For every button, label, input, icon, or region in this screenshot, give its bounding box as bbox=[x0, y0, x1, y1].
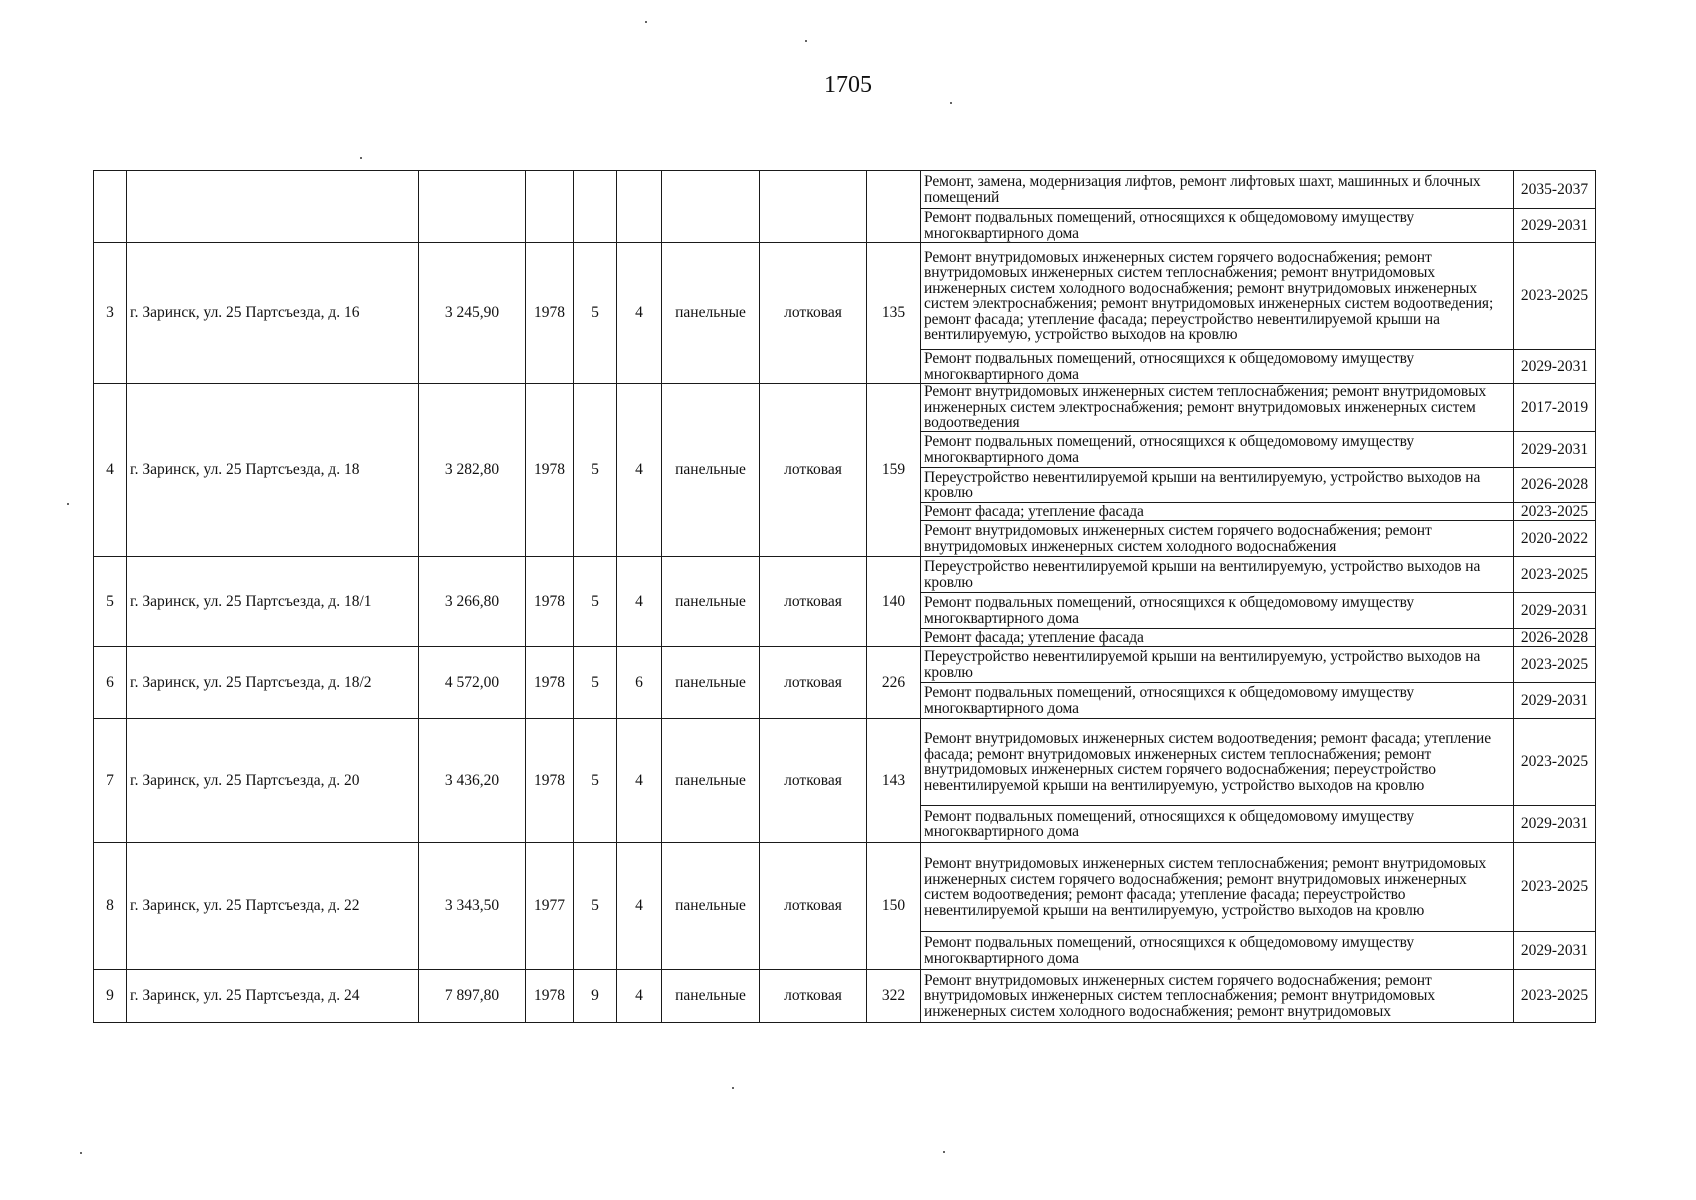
apartments-cell: 135 bbox=[867, 243, 921, 384]
roof-type-cell: лотковая bbox=[760, 719, 867, 843]
entrances-cell: 6 bbox=[617, 647, 662, 719]
scan-speck bbox=[950, 102, 952, 104]
scan-speck bbox=[732, 1087, 734, 1089]
year-cell: 1978 bbox=[526, 970, 574, 1023]
table-row bbox=[94, 970, 1596, 1023]
floors-cell: 5 bbox=[574, 557, 617, 647]
area-cell: 3 282,80 bbox=[419, 384, 526, 557]
work-period-cell: 2023-2025 bbox=[1514, 647, 1596, 683]
scan-speck bbox=[943, 1151, 945, 1153]
table-row bbox=[94, 557, 1596, 593]
floors-cell: 5 bbox=[574, 243, 617, 384]
work-period-cell: 2029-2031 bbox=[1514, 593, 1596, 629]
entrances-cell: 4 bbox=[617, 243, 662, 384]
area-cell: 3 343,50 bbox=[419, 843, 526, 970]
roof-type-cell: лотковая bbox=[760, 557, 867, 647]
row-number: 5 bbox=[94, 557, 127, 647]
apartments-cell: 159 bbox=[867, 384, 921, 557]
address-cell: г. Заринск, ул. 25 Партсъезда, д. 20 bbox=[127, 719, 419, 843]
address-cell: г. Заринск, ул. 25 Партсъезда, д. 22 bbox=[127, 843, 419, 970]
work-period-cell: 2029-2031 bbox=[1514, 209, 1596, 243]
apartments-cell bbox=[867, 171, 921, 243]
roof-type-cell: лотковая bbox=[760, 843, 867, 970]
area-cell: 7 897,80 bbox=[419, 970, 526, 1023]
year-cell: 1978 bbox=[526, 719, 574, 843]
wall-material-cell bbox=[662, 171, 760, 243]
housing-repair-table bbox=[93, 170, 1596, 1023]
row-number: 7 bbox=[94, 719, 127, 843]
work-description-cell: Ремонт подвальных помещений, относящихся к общедомовому имуществу многоквартирного дома bbox=[921, 350, 1514, 384]
work-description-cell: Ремонт внутридомовых инженерных систем горячего водоснабжения; ремонт внутридомовых инженерных систем теплоснабжения; ремонт внутридомовых инженерных систем холодного водоснабжения; ремонт внутридомовых инженерных систем электроснабжения; ремонт внутридомовых инженерных систем водоотведения; ремонт фасада; утепление фасада; переустройство невентилируемой крыши на вентилируемую, устройство выходов на кровлю bbox=[921, 243, 1514, 350]
roof-type-cell: лотковая bbox=[760, 243, 867, 384]
row-number: 4 bbox=[94, 384, 127, 557]
roof-type-cell: лотковая bbox=[760, 647, 867, 719]
year-cell: 1978 bbox=[526, 384, 574, 557]
entrances-cell: 4 bbox=[617, 384, 662, 557]
roof-type-cell bbox=[760, 171, 867, 243]
work-period-cell: 2026-2028 bbox=[1514, 468, 1596, 503]
apartments-cell: 150 bbox=[867, 843, 921, 970]
work-description-cell: Ремонт фасада; утепление фасада bbox=[921, 629, 1514, 647]
wall-material-cell: панельные bbox=[662, 843, 760, 970]
row-number: 9 bbox=[94, 970, 127, 1023]
address-cell: г. Заринск, ул. 25 Партсъезда, д. 24 bbox=[127, 970, 419, 1023]
area-cell: 4 572,00 bbox=[419, 647, 526, 719]
area-cell bbox=[419, 171, 526, 243]
work-description-cell: Ремонт подвальных помещений, относящихся к общедомовому имуществу многоквартирного дома bbox=[921, 932, 1514, 970]
address-cell: г. Заринск, ул. 25 Партсъезда, д. 18/1 bbox=[127, 557, 419, 647]
area-cell: 3 266,80 bbox=[419, 557, 526, 647]
address-cell bbox=[127, 171, 419, 243]
address-cell: г. Заринск, ул. 25 Партсъезда, д. 18/2 bbox=[127, 647, 419, 719]
floors-cell: 9 bbox=[574, 970, 617, 1023]
year-cell: 1978 bbox=[526, 647, 574, 719]
row-number: 6 bbox=[94, 647, 127, 719]
entrances-cell: 4 bbox=[617, 557, 662, 647]
table-row bbox=[94, 719, 1596, 806]
work-description-cell: Переустройство невентилируемой крыши на вентилируемую, устройство выходов на кровлю bbox=[921, 647, 1514, 683]
wall-material-cell: панельные bbox=[662, 970, 760, 1023]
work-period-cell: 2023-2025 bbox=[1514, 503, 1596, 521]
entrances-cell: 4 bbox=[617, 843, 662, 970]
work-period-cell: 2029-2031 bbox=[1514, 806, 1596, 843]
work-period-cell: 2023-2025 bbox=[1514, 843, 1596, 932]
floors-cell: 5 bbox=[574, 719, 617, 843]
work-period-cell: 2035-2037 bbox=[1514, 171, 1596, 209]
work-description-cell: Ремонт подвальных помещений, относящихся к общедомовому имуществу многоквартирного дома bbox=[921, 432, 1514, 468]
page-number: 1705 bbox=[824, 72, 872, 98]
work-period-cell: 2029-2031 bbox=[1514, 350, 1596, 384]
table-row bbox=[94, 243, 1596, 350]
roof-type-cell: лотковая bbox=[760, 384, 867, 557]
wall-material-cell: панельные bbox=[662, 243, 760, 384]
entrances-cell: 4 bbox=[617, 970, 662, 1023]
wall-material-cell: панельные bbox=[662, 647, 760, 719]
row-number: 8 bbox=[94, 843, 127, 970]
area-cell: 3 245,90 bbox=[419, 243, 526, 384]
work-period-cell: 2026-2028 bbox=[1514, 629, 1596, 647]
area-cell: 3 436,20 bbox=[419, 719, 526, 843]
table-row bbox=[94, 647, 1596, 683]
year-cell: 1977 bbox=[526, 843, 574, 970]
work-description-cell: Ремонт внутридомовых инженерных систем горячего водоснабжения; ремонт внутридомовых инженерных систем теплоснабжения; ремонт внутридомовых инженерных систем холодного водоснабжения; ремонт внутридомовых bbox=[921, 970, 1514, 1023]
work-description-cell: Ремонт подвальных помещений, относящихся к общедомовому имуществу многоквартирного дома bbox=[921, 806, 1514, 843]
row-number: 3 bbox=[94, 243, 127, 384]
work-description-cell: Ремонт, замена, модернизация лифтов, ремонт лифтовых шахт, машинных и блочных помещений bbox=[921, 171, 1514, 209]
table-row bbox=[94, 171, 1596, 209]
work-description-cell: Ремонт внутридомовых инженерных систем теплоснабжения; ремонт внутридомовых инженерных систем электроснабжения; ремонт внутридомовых инженерных систем водоотведения bbox=[921, 384, 1514, 432]
work-period-cell: 2023-2025 bbox=[1514, 970, 1596, 1023]
work-period-cell: 2023-2025 bbox=[1514, 719, 1596, 806]
scan-speck bbox=[67, 503, 69, 505]
work-period-cell: 2023-2025 bbox=[1514, 243, 1596, 350]
work-period-cell: 2029-2031 bbox=[1514, 683, 1596, 719]
scan-speck bbox=[805, 40, 807, 42]
wall-material-cell: панельные bbox=[662, 719, 760, 843]
work-description-cell: Ремонт фасада; утепление фасада bbox=[921, 503, 1514, 521]
address-cell: г. Заринск, ул. 25 Партсъезда, д. 16 bbox=[127, 243, 419, 384]
entrances-cell: 4 bbox=[617, 719, 662, 843]
row-number bbox=[94, 171, 127, 243]
work-description-cell: Ремонт подвальных помещений, относящихся к общедомовому имуществу многоквартирного дома bbox=[921, 593, 1514, 629]
floors-cell: 5 bbox=[574, 384, 617, 557]
entrances-cell bbox=[617, 171, 662, 243]
scan-speck bbox=[80, 1152, 82, 1154]
year-cell: 1978 bbox=[526, 557, 574, 647]
table-row bbox=[94, 843, 1596, 932]
floors-cell: 5 bbox=[574, 647, 617, 719]
work-period-cell: 2029-2031 bbox=[1514, 932, 1596, 970]
work-description-cell: Переустройство невентилируемой крыши на вентилируемую, устройство выходов на кровлю bbox=[921, 468, 1514, 503]
year-cell: 1978 bbox=[526, 243, 574, 384]
work-period-cell: 2020-2022 bbox=[1514, 521, 1596, 557]
apartments-cell: 226 bbox=[867, 647, 921, 719]
table-body bbox=[94, 171, 1596, 1023]
scan-speck bbox=[360, 157, 362, 159]
work-description-cell: Переустройство невентилируемой крыши на вентилируемую, устройство выходов на кровлю bbox=[921, 557, 1514, 593]
wall-material-cell: панельные bbox=[662, 557, 760, 647]
address-cell: г. Заринск, ул. 25 Партсъезда, д. 18 bbox=[127, 384, 419, 557]
floors-cell: 5 bbox=[574, 843, 617, 970]
apartments-cell: 143 bbox=[867, 719, 921, 843]
work-period-cell: 2023-2025 bbox=[1514, 557, 1596, 593]
work-period-cell: 2029-2031 bbox=[1514, 432, 1596, 468]
wall-material-cell: панельные bbox=[662, 384, 760, 557]
work-period-cell: 2017-2019 bbox=[1514, 384, 1596, 432]
scan-speck bbox=[645, 21, 647, 23]
work-description-cell: Ремонт подвальных помещений, относящихся к общедомовому имуществу многоквартирного дома bbox=[921, 209, 1514, 243]
work-description-cell: Ремонт внутридомовых инженерных систем водоотведения; ремонт фасада; утепление фасада; ремонт внутридомовых инженерных систем теплоснабжения; ремонт внутридомовых инженерных систем горячего водоснабжения; переустройство невентилируемой крыши на вентилируемую, устройство выходов на кровлю bbox=[921, 719, 1514, 806]
apartments-cell: 140 bbox=[867, 557, 921, 647]
floors-cell bbox=[574, 171, 617, 243]
year-cell bbox=[526, 171, 574, 243]
work-description-cell: Ремонт внутридомовых инженерных систем горячего водоснабжения; ремонт внутридомовых инженерных систем холодного водоснабжения bbox=[921, 521, 1514, 557]
table-row bbox=[94, 384, 1596, 432]
work-description-cell: Ремонт подвальных помещений, относящихся к общедомовому имуществу многоквартирного дома bbox=[921, 683, 1514, 719]
roof-type-cell: лотковая bbox=[760, 970, 867, 1023]
apartments-cell: 322 bbox=[867, 970, 921, 1023]
work-description-cell: Ремонт внутридомовых инженерных систем теплоснабжения; ремонт внутридомовых инженерных систем горячего водоснабжения; ремонт внутридомовых инженерных систем водоотведения; ремонт фасада; утепление фасада; переустройство невентилируемой крыши на вентилируемую, устройство выходов на кровлю bbox=[921, 843, 1514, 932]
